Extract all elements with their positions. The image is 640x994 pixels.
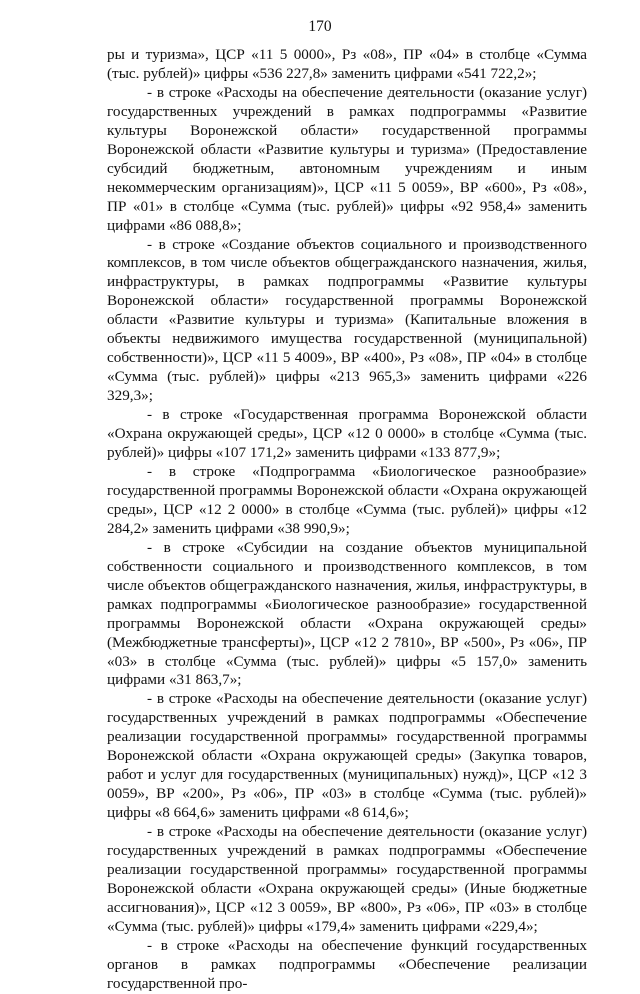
page-number: 170 xyxy=(308,18,332,35)
paragraph: - в строке «Подпрограмма «Биологическое разнообразие» государственной программы Воронежской области «Охрана окружающей среды», ЦСР «12 2 0000» в столбце «Сумма (тыс. рублей)» цифры «12 284,2» заменить цифрами «38 990,9»; xyxy=(107,462,587,537)
paragraph: - в строке «Расходы на обеспечение функций государственных органов в рамках подпрограммы «Обеспечение реализации государственной про- xyxy=(107,936,587,992)
paragraph: - в строке «Государственная программа Воронежской области «Охрана окружающей среды», ЦСР «12 0 0000» в столбце «Сумма (тыс. рублей)» цифры «107 171,2» заменить цифрами «133 877,9»; xyxy=(107,406,587,462)
paragraph: - в строке «Создание объектов социального и производственного комплексов, в том числе объектов общегражданского назначения, жилья, инфраструктуры, в рамках подпрограммы «Развитие культуры Воронежской области» государственной программы Воронежской области «Развитие культуры и туризма» (Капитальные вложения в объекты недвижимого имущества государственной (муниципальной) собственности)», ЦСР «11 5 4009», ВР «400», Рз «08», ПР «04» в столбце «Сумма (тыс. рублей)» цифры «213 965,3» заменить цифрами «226 329,3»; xyxy=(107,235,587,405)
paragraph: - в строке «Расходы на обеспечение деятельности (оказание услуг) государственных учреждений в рамках подпрограммы «Обеспечение реализации государственной программы» государственной программы Воронежской области «Охрана окружающей среды» (Закупка товаров, работ и услуг для государственных (муниципальных) нужд)», ЦСР «12 3 0059», ВР «200», Рз «06», ПР «03» в столбце «Сумма (тыс. рублей)» цифры «8 664,6» заменить цифрами «8 614,6»; xyxy=(107,690,587,822)
document-body xyxy=(107,46,587,994)
paragraph: - в строке «Расходы на обеспечение деятельности (оказание услуг) государственных учреждений в рамках подпрограммы «Развитие культуры Воронежской области» государственной программы Воронежской области «Развитие культуры и туризма» (Предоставление субсидий бюджетным, автономным учреждениям и иным некоммерческим организациям)», ЦСР «11 5 0059», ВР «600», Рз «08», ПР «01» в столбце «Сумма (тыс. рублей)» цифры «92 958,4» заменить цифрами «86 088,8»; xyxy=(107,83,587,234)
paragraph: - в строке «Субсидии на создание объектов муниципальной собственности социального и производственного комплексов, в том числе объектов общегражданского назначения, жилья, инфраструктуры, в рамках подпрограммы «Биологическое разнообразие» государственной программы Воронежской области «Охрана окружающей среды» (Межбюджетные трансферты)», ЦСР «12 2 7810», ВР «500», Рз «06», ПР «03» в столбце «Сумма (тыс. рублей)» цифры «5 157,0» заменить цифрами «31 863,7»; xyxy=(107,538,587,689)
paragraph: - в строке «Расходы на обеспечение деятельности (оказание услуг) государственных учреждений в рамках подпрограммы «Обеспечение реализации государственной программы» государственной программы Воронежской области «Охрана окружающей среды» (Иные бюджетные ассигнования)», ЦСР «12 3 0059», ВР «800», Рз «06», ПР «03» в столбце «Сумма (тыс. рублей)» цифры «179,4» заменить цифрами «229,4»; xyxy=(107,823,587,935)
paragraph-continuation: ры и туризма», ЦСР «11 5 0000», Рз «08», ПР «04» в столбце «Сумма (тыс. рублей)» цифры «536 227,8» заменить цифрами «541 722,2»; xyxy=(107,46,587,82)
